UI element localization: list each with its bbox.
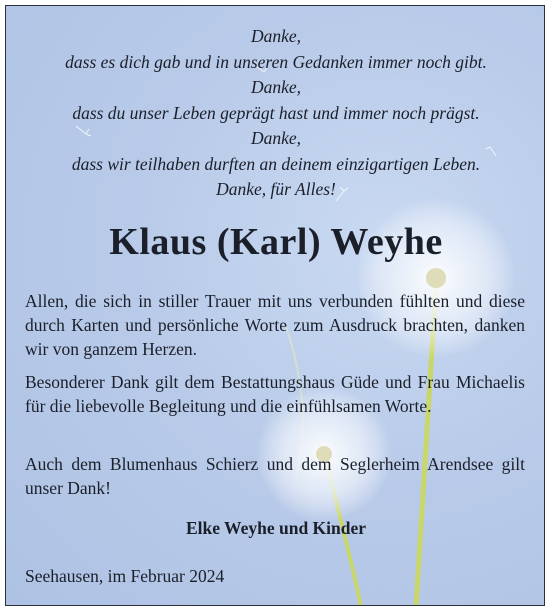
poem-line: Danke, (250, 26, 302, 46)
poem-line: dass es dich gab und in unseren Gedanken immer noch gibt. (65, 51, 487, 72)
thanks-paragraph: Besonderer Dank gilt dem Bestattungshaus Güde und Frau Michaelis für die liebevolle Begleitung und die einfühlsamen Worte. (25, 372, 525, 416)
poem-line: dass du unser Leben geprägt hast und immer noch prägst. (72, 102, 480, 123)
thanks-paragraph: Allen, die sich in stiller Trauer mit uns verbunden fühlten und diese durch Karten und persönliche Worte zum Ausdruck brachten, danken wir von ganzem Herzen. (25, 291, 525, 359)
obituary-card (5, 5, 545, 606)
signature: Elke Weyhe und Kinder (185, 518, 367, 538)
poem-line: Danke, (250, 128, 302, 148)
place-date: Seehausen, im Februar 2024 (25, 566, 225, 586)
poem-line: dass wir teilhaben durften an deinem einzigartigen Leben. (71, 153, 481, 174)
poem-line: Danke, für Alles! (216, 179, 336, 199)
poem-line: Danke, (250, 77, 302, 97)
poem (6, 24, 545, 203)
deceased-name: Klaus (Karl) Weyhe (109, 221, 443, 263)
thanks-paragraph: Auch dem Blumenhaus Schierz und dem Seglerheim Arendsee gilt unser Dank! (25, 454, 525, 498)
